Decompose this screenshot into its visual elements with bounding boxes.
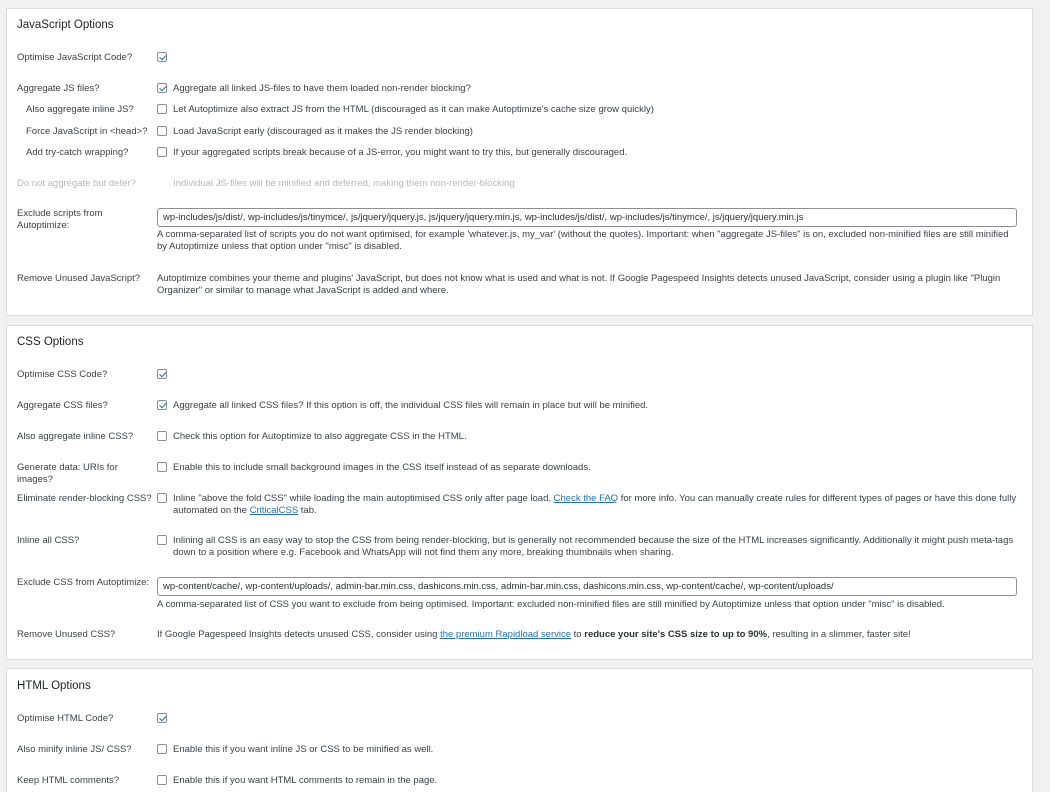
data-uri-label: Generate data: URIs for images? (17, 462, 118, 485)
force-js-head-text: Load JavaScript early (discouraged as it makes the JS render blocking) (173, 126, 473, 137)
exclude-css-label: Exclude CSS from Autoptimize: (17, 577, 149, 588)
js-options-title: JavaScript Options (17, 19, 114, 31)
defer-js-label: Do not aggregate but defer? (17, 178, 136, 189)
exclude-js-description: A comma-separated list of scripts you do not want optimised, for example 'whatever.js, my_var' (without the quotes). Important: when "aggregate JS-files" is on, excluded non-minified files are still minified by Autoptimize unless that option under "misc" is disabled. (157, 229, 1009, 252)
optimise-html-checkbox[interactable] (157, 713, 167, 723)
inline-all-css-label: Inline all CSS? (17, 535, 80, 546)
keep-comments-checkbox[interactable] (157, 775, 167, 785)
unused-css-label: Remove Unused CSS? (17, 629, 116, 640)
inline-css-text: Check this option for Autoptimize to also aggregate CSS in the HTML. (173, 431, 467, 442)
eliminate-text-part-1: Inline "above the fold CSS" while loading the main autoptimised CSS only after page load. (173, 493, 552, 504)
eliminate-text-part-3: tab. (300, 505, 317, 516)
unused-css-bold: reduce your site's CSS size to up to 90% (584, 629, 768, 640)
aggregate-css-text: Aggregate all linked CSS files? If this option is off, the individual CSS files will remain in place but will be minified. (173, 400, 649, 411)
html-options-title: HTML Options (17, 680, 91, 692)
keep-comments-label: Keep HTML comments? (17, 775, 120, 786)
exclude-js-label: Exclude scripts from Autoptimize: (17, 208, 103, 231)
inline-all-css-checkbox[interactable] (157, 535, 167, 545)
force-js-head-checkbox[interactable] (157, 126, 167, 136)
optimise-html-label: Optimise HTML Code? (17, 713, 114, 724)
inline-css-label: Also aggregate inline CSS? (17, 431, 134, 442)
try-catch-label: Add try-catch wrapping? (26, 147, 129, 158)
js-options-panel (6, 8, 1033, 316)
inline-css-checkbox[interactable] (157, 431, 167, 441)
try-catch-checkbox[interactable] (157, 147, 167, 157)
data-uri-text: Enable this to include small background images in the CSS itself instead of as separate downloads. (173, 462, 591, 473)
eliminate-text-part-2: for more info. You can manually create rules for different types of pages or have this done fully automated on the (173, 493, 1017, 516)
aggregate-js-label: Aggregate JS files? (17, 83, 100, 94)
optimise-css-checkbox[interactable] (157, 369, 167, 379)
critical-css-link[interactable]: CriticalCSS (249, 505, 299, 516)
eliminate-render-blocking-checkbox[interactable] (157, 493, 167, 503)
optimise-js-label: Optimise JavaScript Code? (17, 52, 133, 63)
css-options-title: CSS Options (17, 336, 84, 348)
unused-css-text-3: , resulting in a slimmer, faster site! (767, 629, 911, 640)
unused-css-text-1: If Google Pagespeed Insights detects unused CSS, consider using (157, 629, 438, 640)
force-js-head-label: Force JavaScript in <head>? (26, 126, 148, 137)
keep-comments-text: Enable this if you want HTML comments to remain in the page. (173, 775, 438, 786)
minify-inline-text: Enable this if you want inline JS or CSS to be minified as well. (173, 744, 434, 755)
unused-css-text-2: to (573, 629, 582, 640)
aggregate-css-label: Aggregate CSS files? (17, 400, 108, 411)
check-faq-link[interactable]: Check the FAQ (553, 493, 619, 504)
optimise-css-label: Optimise CSS Code? (17, 369, 108, 380)
exclude-js-input[interactable]: wp-includes/js/dist/, wp-includes/js/tinymce/, js/jquery/jquery.js, js/jquery/jquery.min.js, wp-includes/js/dist/, wp-includes/js/tinymce/, js/jquery/jquery.min.js (157, 208, 1017, 227)
aggregate-js-text: Aggregate all linked JS-files to have them loaded non-render blocking? (173, 83, 471, 94)
aggregate-css-checkbox[interactable] (157, 400, 167, 410)
unused-js-label: Remove Unused JavaScript? (17, 273, 141, 284)
exclude-css-input[interactable]: wp-content/cache/, wp-content/uploads/, admin-bar.min.css, dashicons.min.css, admin-bar.min.css, dashicons.min.css, wp-content/cache/, wp-content/uploads/ (157, 577, 1017, 596)
optimise-js-checkbox[interactable] (157, 52, 167, 62)
data-uri-checkbox[interactable] (157, 462, 167, 472)
unused-css-text (157, 629, 1017, 641)
unused-js-text: Autoptimize combines your theme and plugins' JavaScript, but does not know what is used and what is not. If Google Pagespeed Insights detects unused JavaScript, consider using a plugin like "Plugin Organizer" or similar to manage what JavaScript is added and where. (157, 273, 1001, 296)
minify-inline-checkbox[interactable] (157, 744, 167, 754)
inline-all-css-text: Inlining all CSS is an easy way to stop the CSS from being render-blocking, but is generally not recommended because the size of the HTML increases significantly. Additionally it might push meta-tags down to a position where e.g. Facebook and WhatsApp will not find them any more, breaking thumbnails when sharing. (173, 535, 1014, 558)
inline-js-text: Let Autoptimize also extract JS from the HTML (discouraged as it can make Autoptimize's cache size grow quickly) (173, 104, 654, 115)
minify-inline-label: Also minify inline JS/ CSS? (17, 744, 132, 755)
html-options-panel (6, 668, 1033, 792)
css-options-panel (6, 325, 1033, 660)
try-catch-text: If your aggregated scripts break because of a JS-error, you might want to try this, but generally discouraged. (173, 147, 628, 158)
eliminate-render-blocking-label: Eliminate render-blocking CSS? (17, 493, 152, 504)
aggregate-js-checkbox[interactable] (157, 83, 167, 93)
inline-js-checkbox[interactable] (157, 104, 167, 114)
rapidload-link[interactable]: the premium Rapidload service (440, 629, 572, 640)
exclude-css-description: A comma-separated list of CSS you want to exclude from being optimised. Important: excluded non-minified files are still minified by Autoptimize unless that option under "misc" is disabled. (157, 599, 945, 610)
defer-js-text: Individual JS-files will be minified and deferred, making them non-render-blocking (173, 178, 515, 189)
inline-js-label: Also aggregate inline JS? (26, 104, 134, 115)
eliminate-render-blocking-text (173, 493, 1017, 517)
